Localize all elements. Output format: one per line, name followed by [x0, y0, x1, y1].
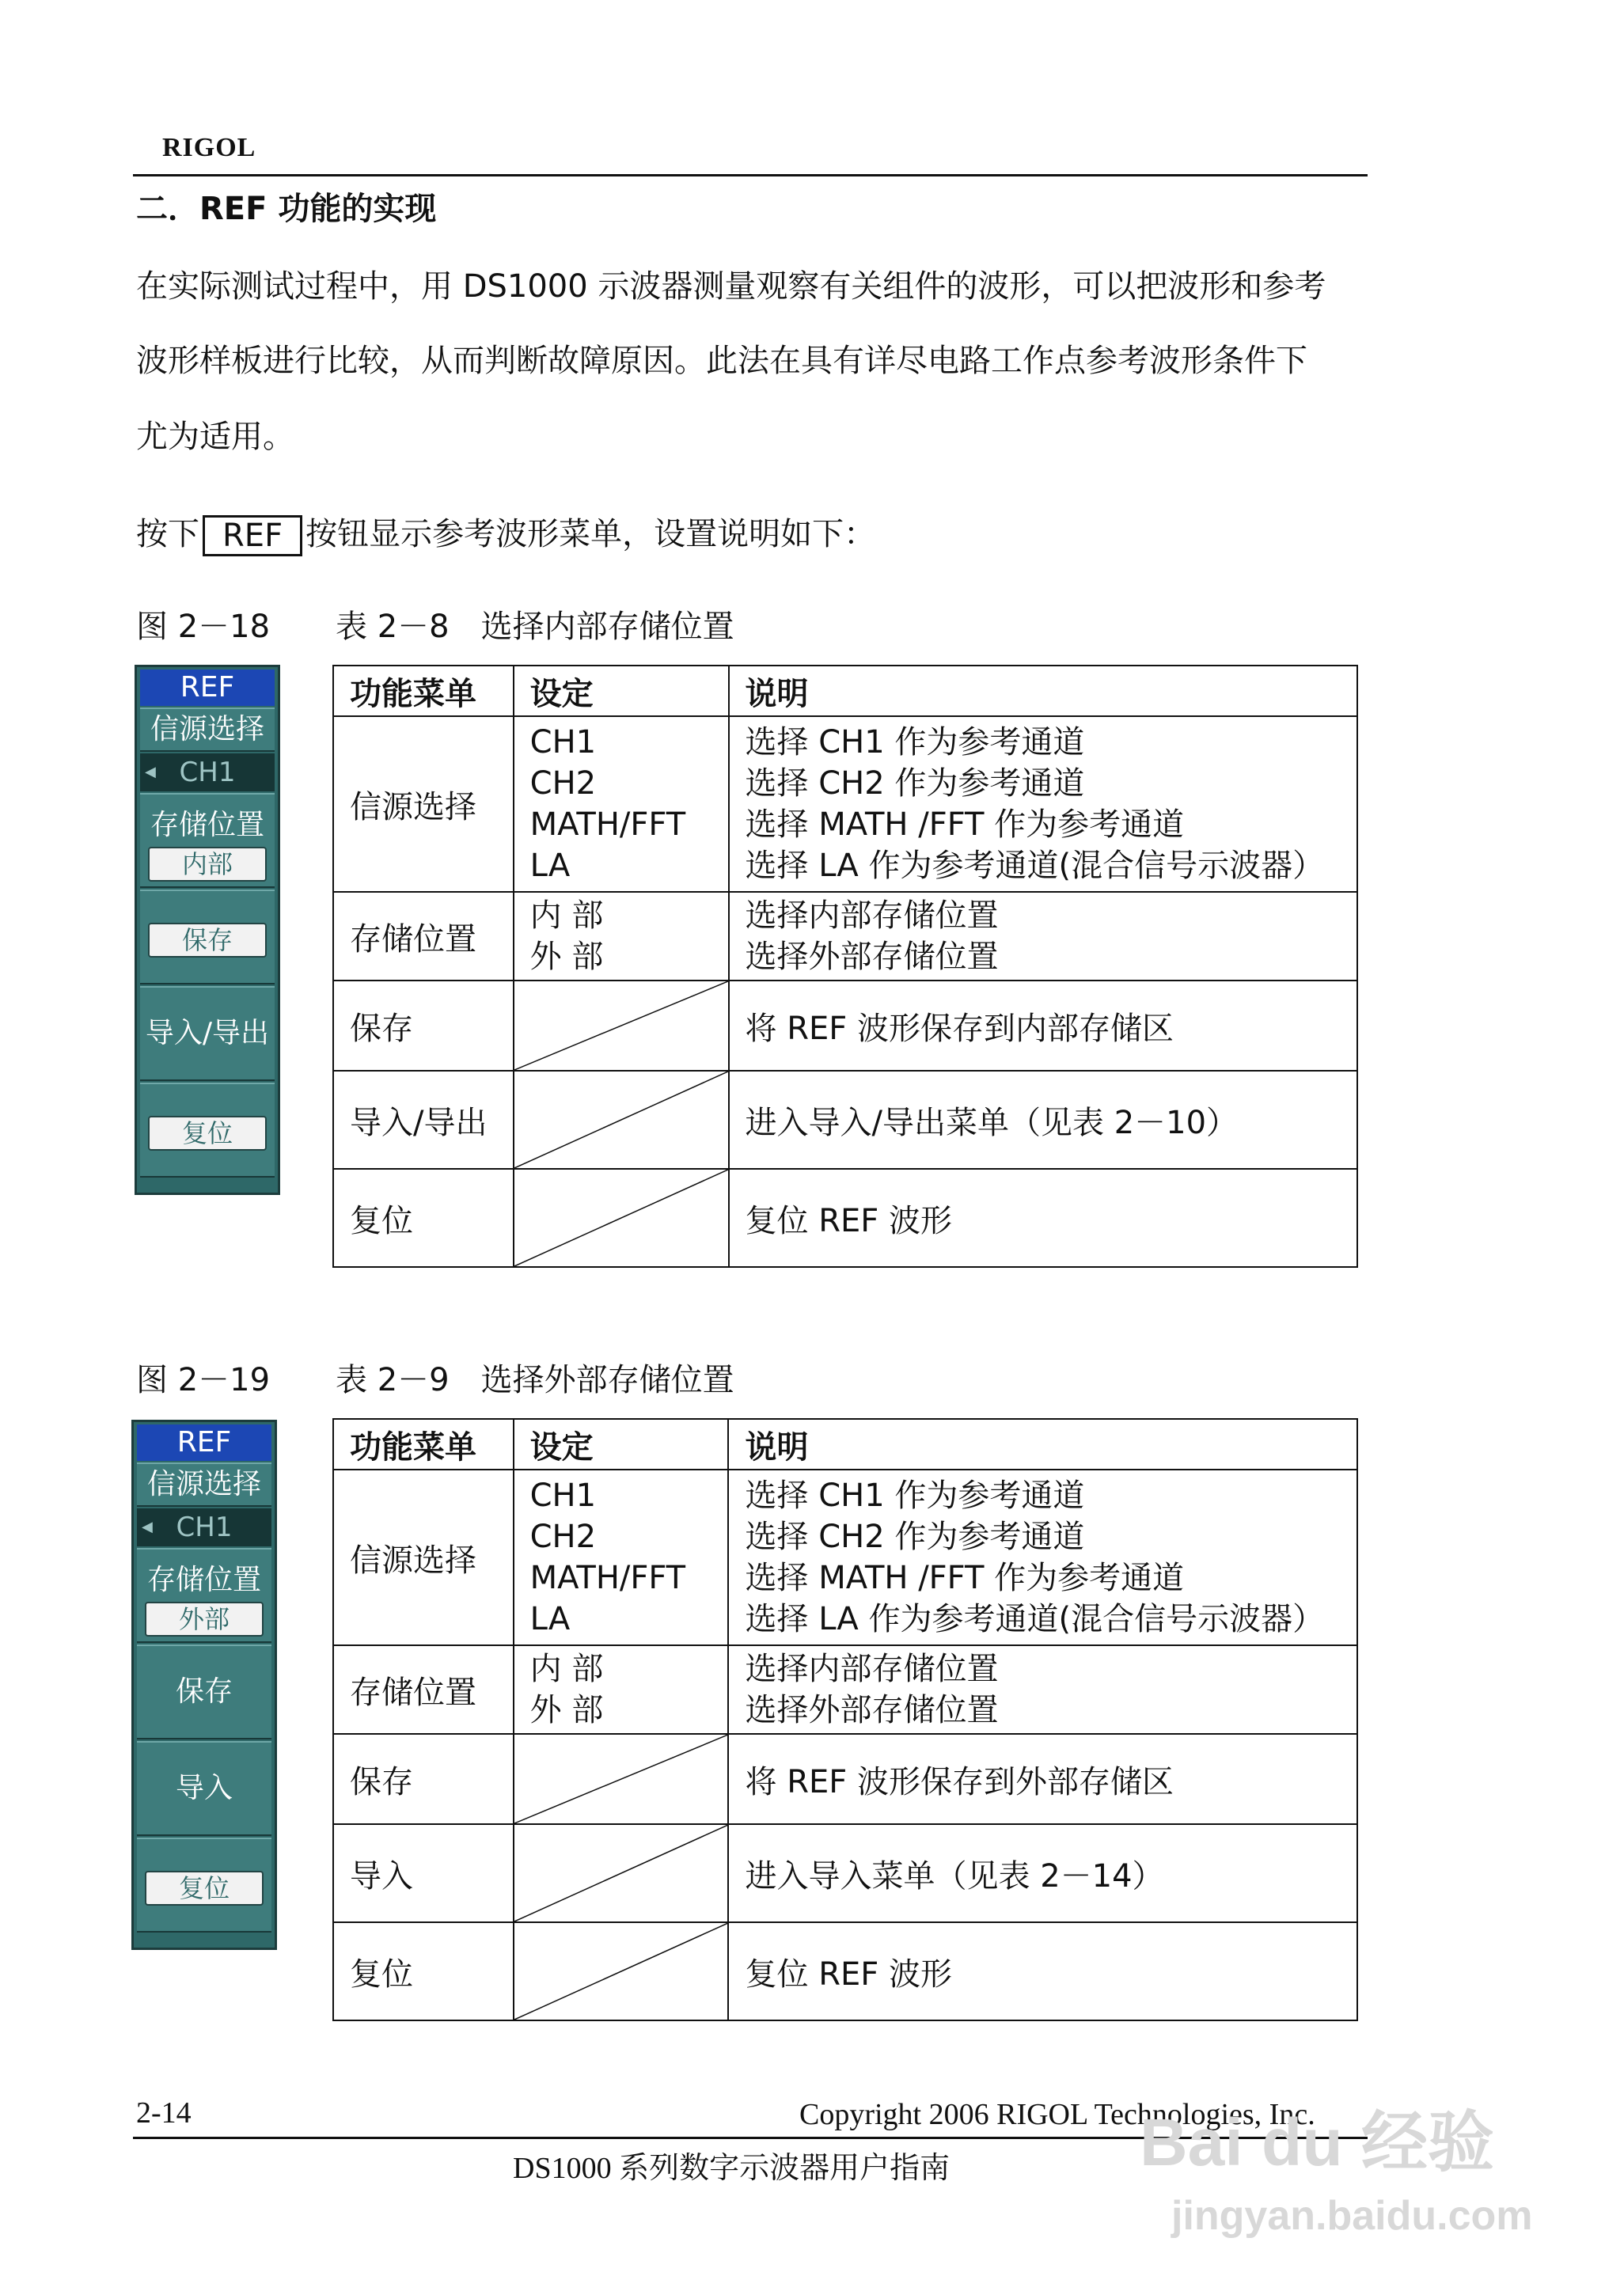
- guide-title: DS1000 系列数字示波器用户指南: [513, 2152, 950, 2185]
- left-arrow-icon: ◀: [145, 764, 156, 780]
- row-menu-reset: 复位: [333, 1169, 514, 1267]
- table-caption-2-9: 表 2－9 选择外部存储位置: [336, 1362, 734, 1398]
- menu-item-source[interactable]: 信源选择: [137, 1462, 271, 1507]
- menu-item-save[interactable]: 保存: [137, 1644, 271, 1739]
- intro-line-3: 尤为适用。: [136, 419, 294, 455]
- menu-storage-value: 内部: [148, 847, 267, 882]
- row-menu-save: 保存: [333, 1734, 514, 1824]
- table-header-row: [333, 1419, 1357, 1470]
- table-header-row: [333, 666, 1357, 716]
- menu-item-import-export[interactable]: 导入/导出: [140, 986, 275, 1081]
- menu-reset-label: 复位: [145, 1871, 264, 1906]
- menu-item-reset[interactable]: [140, 1083, 275, 1178]
- header-rule: [133, 174, 1368, 176]
- row-desc-source: 选择 CH1 作为参考通道 选择 CH2 作为参考通道 选择 MATH /FFT 作为参考通道 选择 LA 作为参考通道(混合信号示波器）: [729, 716, 1357, 892]
- table-row: [333, 1734, 1357, 1824]
- table-row: [333, 981, 1357, 1071]
- table-row: [333, 1470, 1357, 1645]
- menu-item-storage[interactable]: [137, 1548, 271, 1643]
- row-settings-empty: [514, 1734, 729, 1824]
- figure-caption-2-18: 图 2－18: [136, 609, 271, 645]
- row-menu-storage: 存储位置: [333, 892, 514, 981]
- settings-table-internal: [332, 665, 1358, 1268]
- row-desc-source: 选择 CH1 作为参考通道 选择 CH2 作为参考通道 选择 MATH /FFT 作为参考通道 选择 LA 作为参考通道(混合信号示波器）: [728, 1470, 1357, 1645]
- instruction-suffix: 按钮显示参考波形菜单，设置说明如下：: [305, 516, 876, 552]
- row-menu-storage: 存储位置: [333, 1645, 514, 1734]
- menu-title: REF: [140, 670, 275, 706]
- row-desc-reset: 复位 REF 波形: [728, 1922, 1357, 2020]
- page-number: 2-14: [136, 2096, 192, 2130]
- menu-source-value: ◀ CH1: [140, 753, 275, 791]
- intro-line-1: 在实际测试过程中，用 DS1000 示波器测量观察有关组件的波形，可以把波形和参考: [136, 268, 1326, 305]
- row-settings-empty: [514, 1169, 729, 1267]
- baidu-watermark-logo: Bai du 经验: [1140, 2105, 1495, 2179]
- table-row: [333, 1071, 1357, 1169]
- row-settings-empty: [514, 1922, 729, 2020]
- left-arrow-icon: ◀: [142, 1519, 153, 1535]
- row-desc-storage: 选择内部存储位置 选择外部存储位置: [729, 892, 1357, 981]
- menu-storage-value: 外部: [145, 1602, 264, 1637]
- menu-title: REF: [137, 1424, 271, 1461]
- instruction-prefix: 按下: [136, 516, 199, 552]
- row-menu-source: 信源选择: [333, 1470, 514, 1645]
- menu-item-import[interactable]: 导入: [137, 1741, 271, 1836]
- row-desc-save: 将 REF 波形保存到内部存储区: [729, 981, 1357, 1071]
- header-setting: 设定: [514, 666, 729, 716]
- table-row: [333, 716, 1357, 892]
- menu-item-source[interactable]: 信源选择: [140, 707, 275, 752]
- row-settings-empty: [514, 981, 729, 1071]
- row-desc-import-export: 进入导入/导出菜单（见表 2－10）: [729, 1071, 1357, 1169]
- header-function-menu: 功能菜单: [333, 1419, 514, 1470]
- menu-storage-label: 存储位置: [150, 809, 264, 841]
- ref-softkey-menu-external: [131, 1420, 277, 1950]
- intro-line-2: 波形样板进行比较，从而判断故障原因。此法在具有详尽电路工作点参考波形条件下: [136, 343, 1307, 379]
- row-settings-storage: 内 部 外 部: [514, 1645, 729, 1734]
- figure-caption-2-19: 图 2－19: [136, 1362, 271, 1398]
- ref-key-box: REF: [203, 515, 302, 556]
- header-function-menu: 功能菜单: [333, 666, 514, 716]
- header-description: 说明: [729, 666, 1357, 716]
- row-settings-empty: [514, 1071, 729, 1169]
- menu-item-reset[interactable]: [137, 1838, 271, 1933]
- instruction-line: [136, 514, 1371, 556]
- copyright: Copyright 2006 RIGOL Technologies, Inc.: [799, 2098, 1315, 2131]
- row-menu-save: 保存: [333, 981, 514, 1071]
- row-menu-import: 导入: [333, 1824, 514, 1922]
- row-menu-source: 信源选择: [333, 716, 514, 892]
- menu-save-label: 保存: [148, 923, 267, 958]
- row-desc-storage: 选择内部存储位置 选择外部存储位置: [728, 1645, 1357, 1734]
- menu-source-value: ◀ CH1: [137, 1508, 271, 1546]
- row-desc-reset: 复位 REF 波形: [729, 1169, 1357, 1267]
- row-settings-storage: 内 部 外 部: [514, 892, 729, 981]
- header-setting: 设定: [514, 1419, 729, 1470]
- row-menu-reset: 复位: [333, 1922, 514, 2020]
- table-row: [333, 1645, 1357, 1734]
- menu-storage-label: 存储位置: [146, 1564, 261, 1596]
- table-row: [333, 1922, 1357, 2020]
- section-title: 二．REF 功能的实现: [136, 191, 437, 227]
- row-settings-source: CH1 CH2 MATH/FFT LA: [514, 1470, 729, 1645]
- brand-logo: RIGOL: [162, 133, 256, 162]
- table-row: [333, 1824, 1357, 1922]
- menu-item-storage[interactable]: [140, 793, 275, 888]
- row-menu-import-export: 导入/导出: [333, 1071, 514, 1169]
- row-settings-empty: [514, 1824, 729, 1922]
- row-settings-source: CH1 CH2 MATH/FFT LA: [514, 716, 729, 892]
- header-description: 说明: [728, 1419, 1357, 1470]
- row-desc-save: 将 REF 波形保存到外部存储区: [728, 1734, 1357, 1824]
- table-caption-2-8: 表 2－8 选择内部存储位置: [336, 609, 734, 645]
- menu-reset-label: 复位: [148, 1116, 267, 1151]
- row-desc-import: 进入导入菜单（见表 2－14）: [728, 1824, 1357, 1922]
- table-row: [333, 1169, 1357, 1267]
- baidu-watermark-url: jingyan.baidu.com: [1171, 2193, 1533, 2239]
- table-row: [333, 892, 1357, 981]
- ref-softkey-menu-internal: [135, 665, 280, 1195]
- menu-item-save[interactable]: [140, 890, 275, 984]
- settings-table-external: [332, 1418, 1358, 2021]
